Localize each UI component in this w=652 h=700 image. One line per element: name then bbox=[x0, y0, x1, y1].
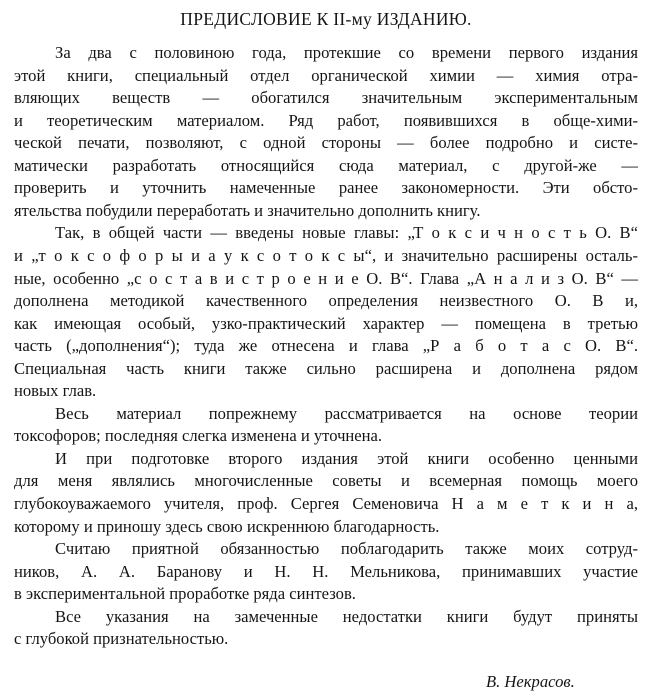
text-line: и „т о к с о ф о р ы и а у к с о т о к с ы“, и значительно расширены осталь- bbox=[14, 246, 638, 265]
text-line: токсофоров; последняя слегка изменена и уточнена. bbox=[14, 426, 383, 446]
author-signature: В. Некрасов. bbox=[486, 672, 575, 691]
page-title: ПРЕДИСЛОВИЕ К II-му ИЗДАНИЮ. bbox=[180, 9, 472, 29]
text-line: и теоретическим материалом. Ряд работ, появившихся в обще-хими- bbox=[14, 110, 638, 130]
text-line: этой книги, специальный отдел органической химии — химия отра- bbox=[14, 65, 638, 85]
text-line: И при подготовке второго издания этой книги особенно ценными bbox=[55, 448, 638, 468]
text-line: часть („дополнения“); туда же отнесена и глава „Р а б о т а с О. В“. bbox=[14, 336, 638, 356]
text-line: За два с половиною года, протекшие со времени первого издания bbox=[55, 43, 638, 62]
text-line: ников, А. А. Баранову и Н. Н. Мельникова, принимавших участие bbox=[14, 561, 638, 581]
text-line: ческой печати, позволяют, с одной стороны — более подробно и систе- bbox=[14, 133, 638, 153]
text-line: Весь материал попрежнему рассматривается на основе теории bbox=[55, 403, 638, 423]
text-line: Так, в общей части — введены новые главы: „Т о к с и ч н о с т ь О. В“ bbox=[55, 223, 638, 243]
text-line: матически разработать относящийся сюда материал, с другой-же — bbox=[14, 155, 638, 175]
text-line: проверить и уточнить намеченные ранее закономерности. Эти обсто- bbox=[14, 178, 638, 198]
text-line: для меня являлись многочисленные советы и всемерная помощь моего bbox=[14, 471, 638, 491]
text-line: как имеющая особый, узко-практический характер — помещена в третью bbox=[14, 313, 638, 333]
text-line: ятельства побудили переработать и значительно дополнить книгу. bbox=[14, 200, 481, 220]
text-line: Все указания на замеченные недостатки книги будут приняты bbox=[55, 606, 638, 626]
text-line: дополнена методикой качественного определения неизвестного О. В и, bbox=[14, 291, 638, 311]
text-line: в экспериментальной проработке ряда синтезов. bbox=[14, 584, 356, 604]
text-line: Считаю приятной обязанностью поблагодарить также моих сотруд- bbox=[55, 539, 638, 559]
text-line: которому и приношу здесь свою искреннюю благодарность. bbox=[14, 516, 440, 536]
text-line: глубокоуважаемого учителя, проф. Сергея Семеновича Н а м е т к и н а, bbox=[14, 494, 638, 513]
text-line: ные, особенно „с о с т а в и с т р о е н и е О. В“. Глава „А н а л и з О. В“ — bbox=[14, 268, 638, 288]
text-line: вляющих веществ — обогатился значительным экспериментальным bbox=[14, 88, 638, 108]
text-line: с глубокой признательностью. bbox=[14, 629, 229, 649]
text-line: новых глав. bbox=[14, 381, 97, 401]
text-line: Специальная часть книги также сильно расширена и дополнена рядом bbox=[14, 358, 638, 378]
